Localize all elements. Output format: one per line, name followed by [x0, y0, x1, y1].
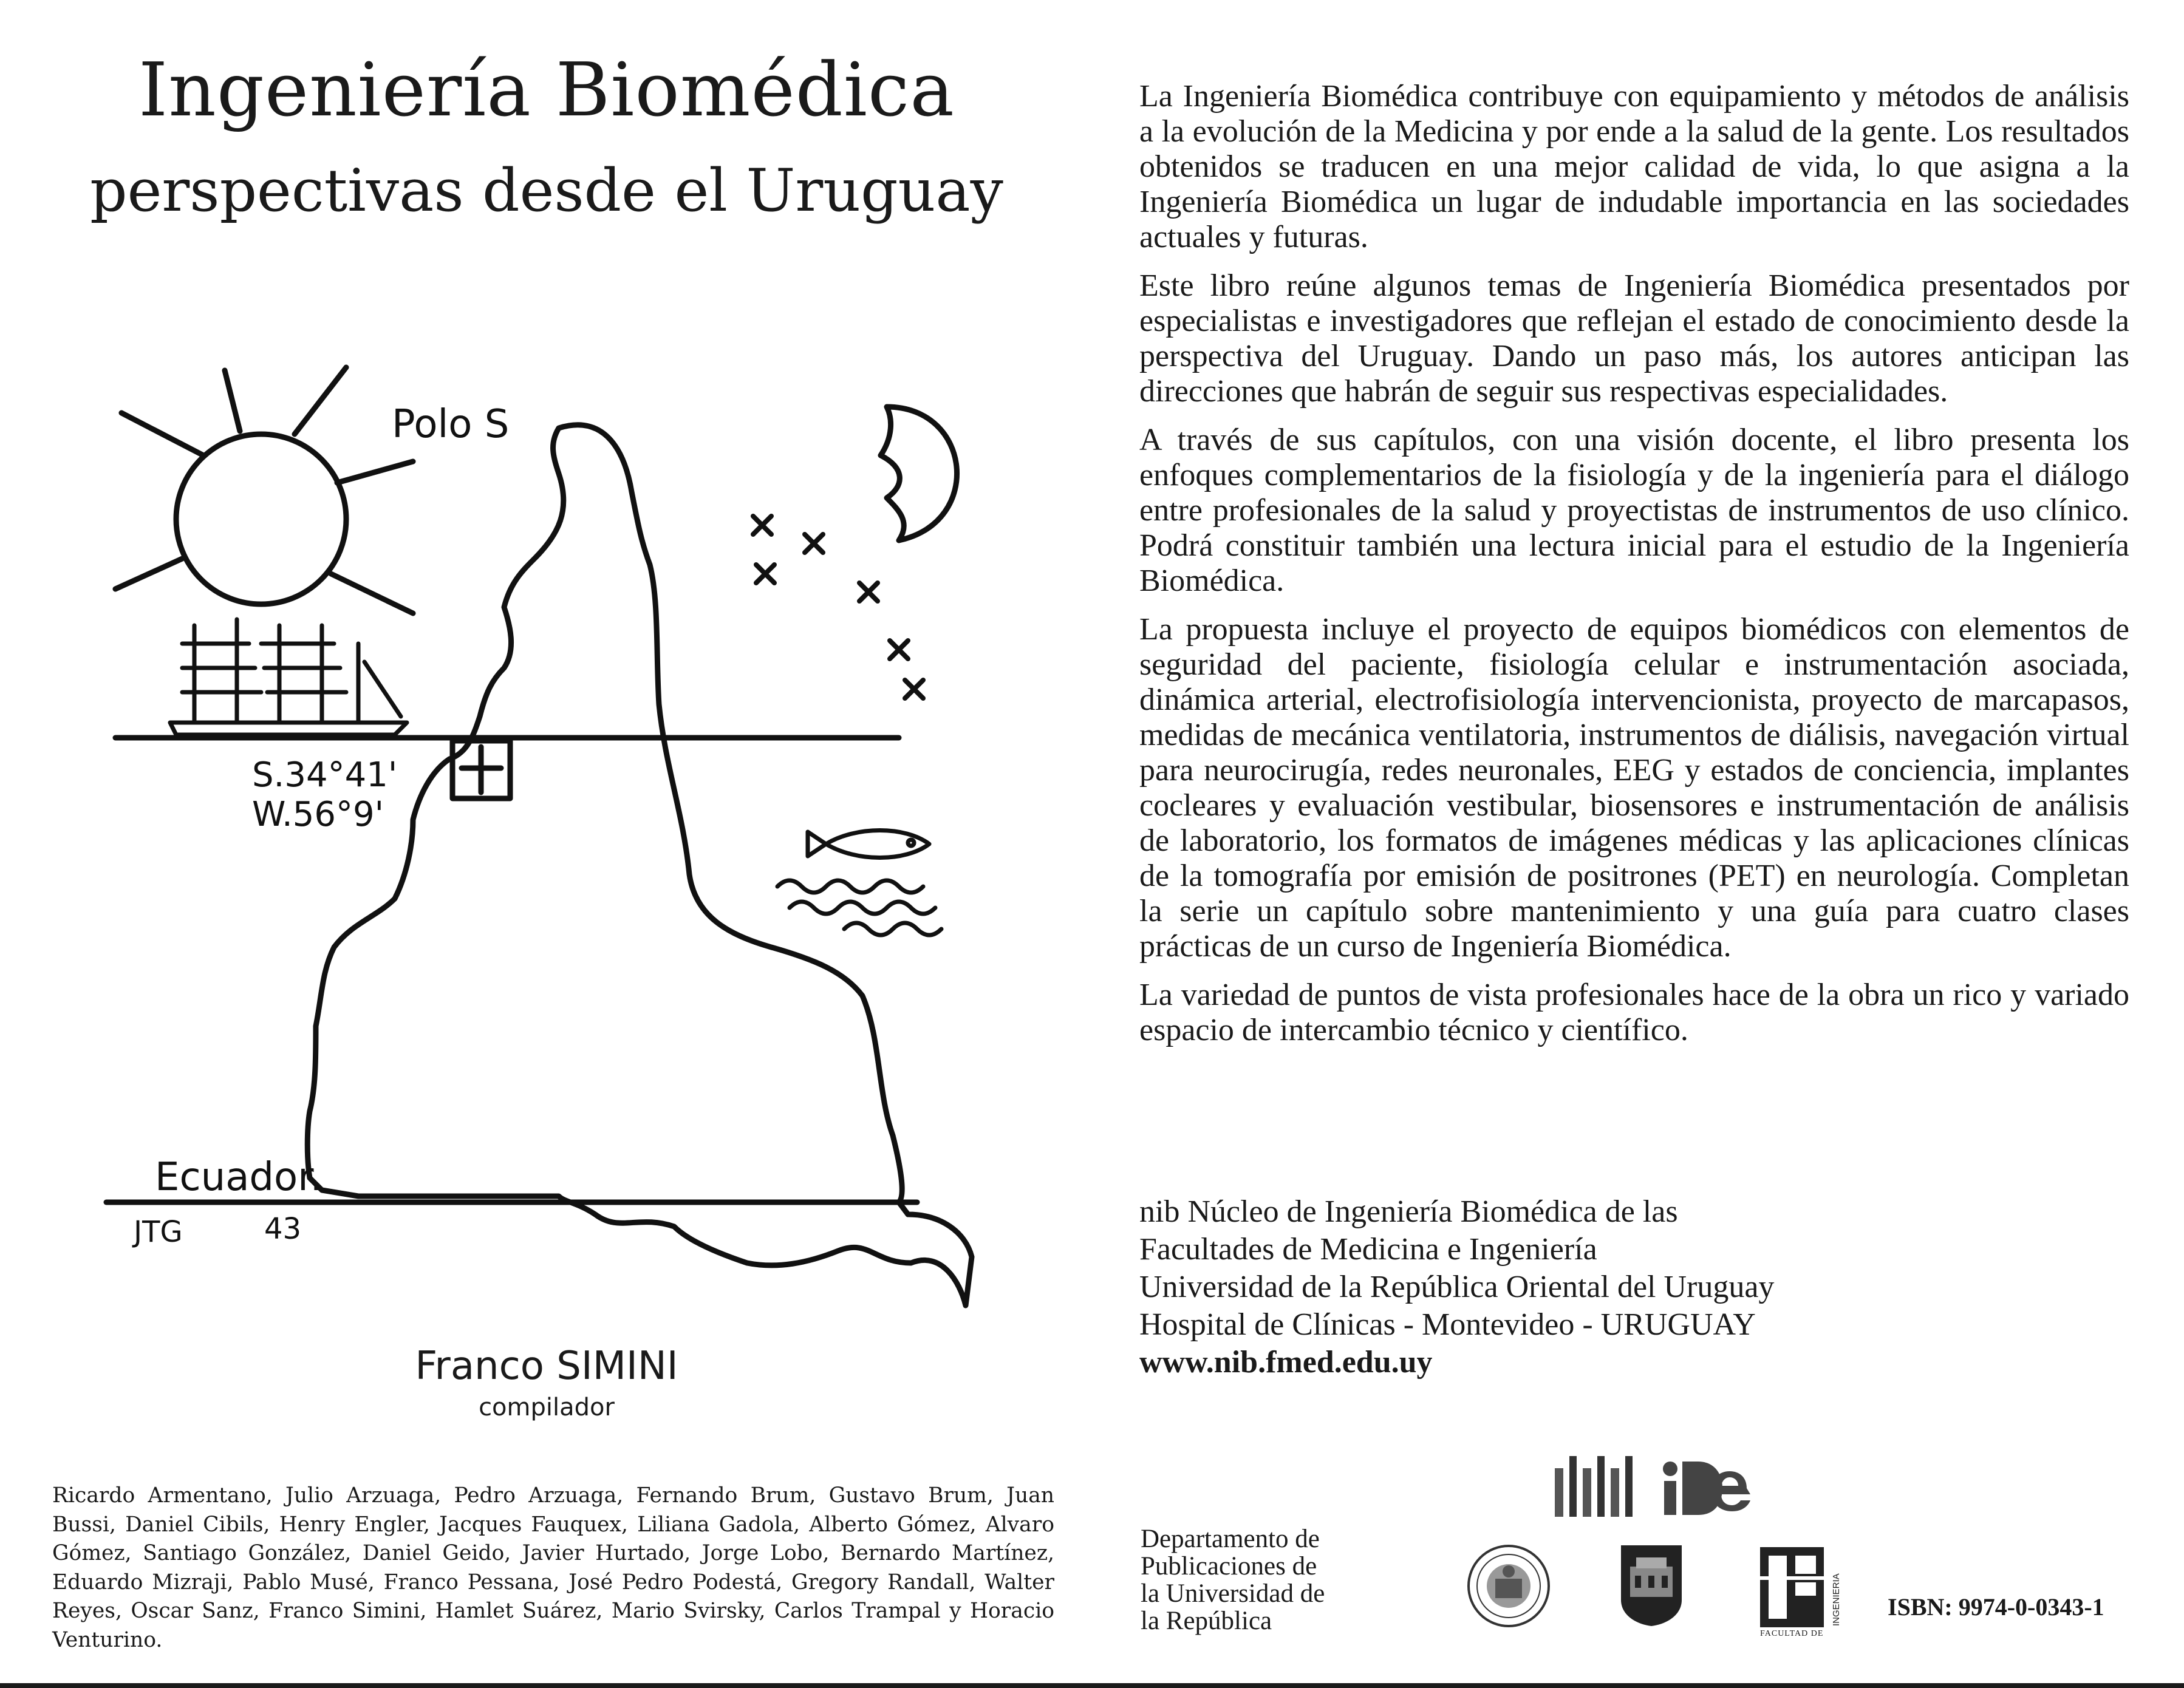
- description-paragraph-4: La propuesta incluye el proyecto de equipos biomédicos con elementos de seguridad del paciente, fisiología celular e instrumentación asociada, dinámica arterial, electrofisiología intervencionista, proyecto de marcapasos, medidas de mecánica ventilatoria, instrumentos de diálisis, navegación virtual para neurocirugía, redes neuronales, EEG y estados de conciencia, implantes cocleares y evaluación vestibular, biosensores e instrumentación de análisis de laboratorio, los formatos de imágenes médicas y las aplicaciones clínicas de la tomografía por emisión de positrones (PET) en neurología. Completan la serie un capítulo sobre mantenimiento y una guía para cuatro clases prácticas de un curso de Ingeniería Biomédica.: [1139, 612, 2129, 964]
- engineering-faculty-logo-icon: [1760, 1547, 1845, 1638]
- hospital-seal-icon: [1618, 1542, 1685, 1627]
- address-line-1: nib Núcleo de Ingeniería Biomédica de las: [1139, 1194, 1678, 1229]
- sun-icon: [115, 367, 413, 613]
- publisher-line-3: la Universidad de: [1141, 1579, 1325, 1608]
- address-line-3: Universidad de la República Oriental del Uruguay: [1139, 1270, 1775, 1304]
- description-paragraph-2: Este libro reúne algunos temas de Ingeniería Biomédica presentados por especialistas e investigadores que reflejan el estado de conocimiento desde la perspectiva del Uruguay. Dando un paso más, los autores anticipan las direcciones que habrán de seguir sus respectivas especialidades.: [1139, 268, 2129, 409]
- description-paragraph-1: La Ingeniería Biomédica contribuye con equipamiento y métodos de análisis a la evolución de la Medicina y por ende a la salud de la gente. Los resultados obtenidos se traducen en una mejor calidad de vida, lo que asigna a la Ingeniería Biomédica un lugar de indudable importancia en las sociedades actuales y futuras.: [1139, 79, 2129, 254]
- moon-icon: [881, 407, 957, 540]
- isbn: ISBN: 9974-0-0343-1: [1888, 1593, 2104, 1621]
- stars-icon: [753, 516, 923, 698]
- editor-role: compilador: [479, 1394, 615, 1421]
- description-paragraph-3: A través de sus capítulos, con una visión docente, el libro presenta los enfoques complementarios de la fisiología y de la ingeniería para el diálogo entre profesionales de la salud y proyectistas de instrumentos de uso clínico. Podrá constituir también una lectura inicial para el estudio de la Ingeniería Biomédica.: [1139, 423, 2129, 598]
- equator-label: Ecuador.: [155, 1155, 322, 1200]
- back-cover: [1139, 0, 2129, 1688]
- publisher-line-1: Departamento de: [1141, 1525, 1320, 1553]
- institution-address: [1139, 1193, 2129, 1381]
- description-paragraph-5: La variedad de puntos de vista profesionales hace de la obra un rico y variado espacio de intercambio técnico y científico.: [1139, 978, 2129, 1047]
- pole-label: Polo S: [392, 402, 510, 447]
- editor-name: Franco SIMINI: [415, 1344, 678, 1389]
- university-seal-icon: [1465, 1542, 1553, 1630]
- artist-signature: JTG: [134, 1215, 183, 1249]
- fish-icon: [808, 831, 929, 858]
- website-link[interactable]: www.nib.fmed.edu.uy: [1139, 1345, 1433, 1380]
- publisher-line-2: Publicaciones de: [1141, 1552, 1317, 1581]
- iie-logo-icon: [1662, 1460, 1765, 1516]
- coordinates-line1: S.34°41': [252, 755, 398, 795]
- description: [1139, 79, 2129, 1061]
- south-america-outline: [307, 425, 972, 1305]
- publisher-department: [1141, 1525, 1396, 1635]
- address-line-4: Hospital de Clínicas - Montevideo - URUGUAY: [1139, 1307, 1756, 1342]
- torres-garcia-inverted-map-sketch: [91, 340, 1002, 1324]
- coordinates-line2: W.56°9': [252, 795, 384, 834]
- sketch-year: 43: [264, 1212, 302, 1246]
- publisher-line-4: la República: [1141, 1607, 1272, 1635]
- authors-list: Ricardo Armentano, Julio Arzuaga, Pedro Arzuaga, Fernando Brum, Gustavo Brum, Juan Bussi, Daniel Cibils, Henry Engler, Jacques Fauquex, Liliana Gadola, Alberto Gómez, Alvaro Gómez, Santiago González, Daniel Geido, Javier Hurtado, Jorge Lobo, Bernardo Martínez, Eduardo Mizraji, Pablo Musé, Franco Pessana, José Pedro Podestá, Gregory Randall, Walter Reyes, Oscar Sanz, Franco Simini, Hamlet Suárez, Mario Svirsky, Carlos Trampal y Horacio Venturino.: [52, 1483, 1054, 1652]
- bottom-rule: [0, 1683, 2184, 1688]
- address-line-2: Facultades de Medicina e Ingeniería: [1139, 1232, 1597, 1267]
- nib-logo-icon: [1555, 1456, 1634, 1517]
- faculty-caption: FACULTAD DE: [1760, 1629, 1824, 1638]
- sailing-ship-icon: [170, 619, 407, 735]
- waves-icon: [777, 880, 941, 935]
- book-subtitle: perspectivas desde el Uruguay: [90, 157, 1003, 225]
- book-title: Ingeniería Biomédica: [138, 47, 955, 133]
- faculty-side-label: INGENIERIA: [1831, 1573, 1841, 1626]
